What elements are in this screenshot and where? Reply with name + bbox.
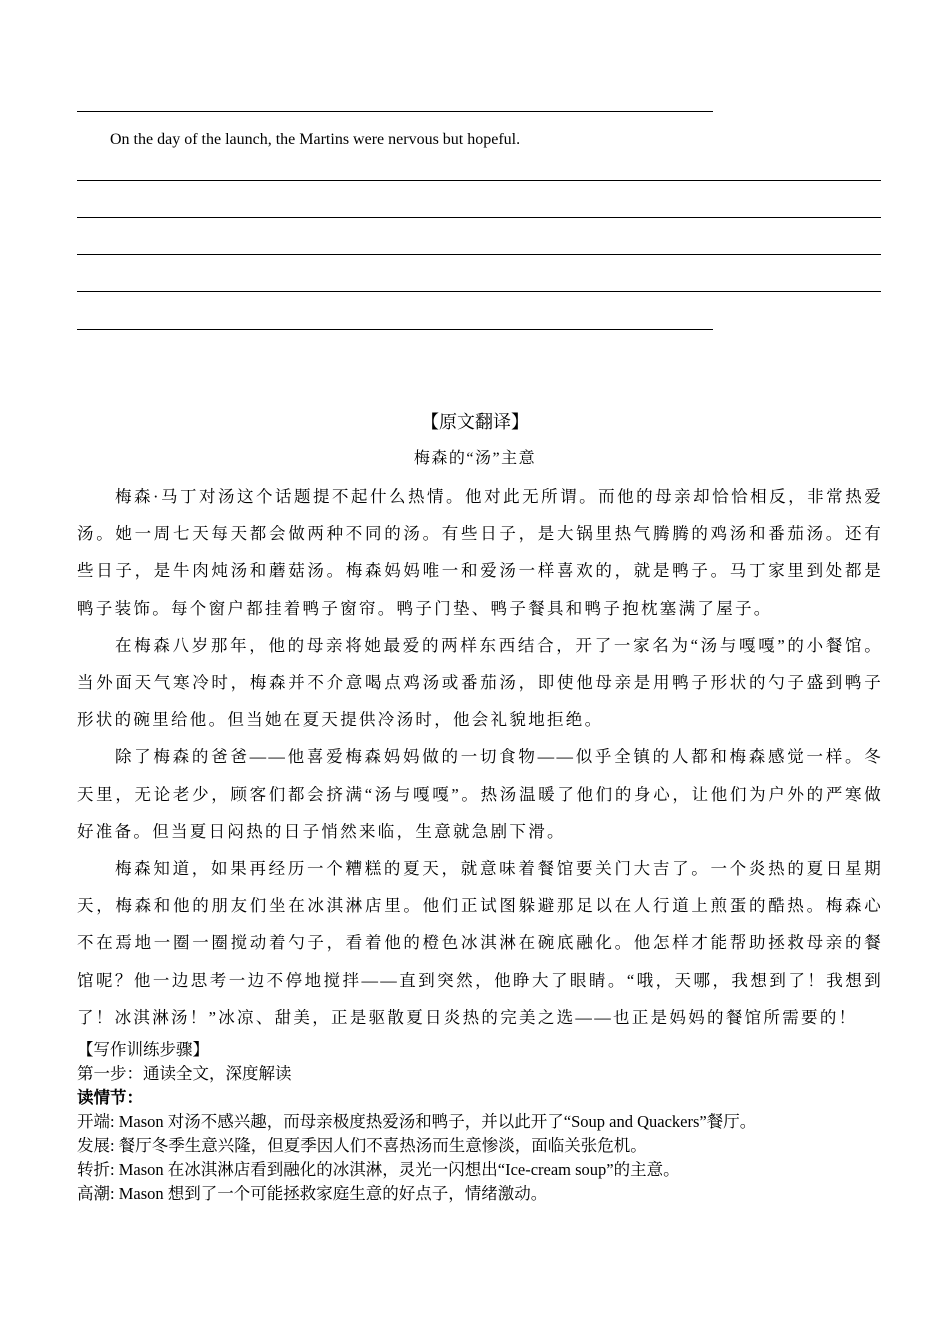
plot-item: 发展: 餐厅冬季生意兴隆，但夏季因人们不喜热汤而生意惨淡，面临关张危机。 — [77, 1136, 647, 1155]
translation-paragraph: 在梅森八岁那年，他的母亲将她最爱的两样东西结合，开了一家名为“汤与嘎嘎”的小餐馆。当外面天气寒冷时，梅森并不介意喝点鸡汤或番茄汤，即使他母亲是用鸭子形状的勺子盛到鸭子形状的碗里给他。但当她在夏天提供冷汤时，他会礼貌地拒绝。 — [77, 635, 883, 730]
story-title: 梅森的“汤”主意 — [413, 450, 537, 467]
answer-line[interactable] — [77, 291, 881, 292]
answer-line[interactable] — [77, 111, 713, 112]
answer-line[interactable] — [77, 254, 881, 255]
translation-heading: 【原文翻译】 — [421, 412, 529, 432]
prompt-sentence: On the day of the launch, the Martins were nervous but hopeful. — [110, 131, 521, 148]
answer-line[interactable] — [77, 180, 881, 181]
translation-body — [77, 478, 883, 1036]
translation-paragraph: 除了梅森的爸爸——他喜爱梅森妈妈做的一切食物——似乎全镇的人都和梅森感觉一样。冬天里，无论老少，顾客们都会挤满“汤与嘎嘎”。热汤温暖了他们的身心，让他们为户外的严寒做好准备。但当夏日闷热的日子悄然来临，生意就急剧下滑。 — [77, 747, 883, 841]
writing-steps — [77, 1038, 883, 1206]
answer-line[interactable] — [77, 217, 881, 218]
answer-line[interactable] — [77, 329, 713, 330]
translation-paragraph: 梅森·马丁对汤这个话题提不起什么热情。他对此无所谓。而他的母亲却恰恰相反，非常热爱汤。她一周七天每天都会做两种不同的汤。有些日子，是大锅里热气腾腾的鸡汤和番茄汤。还有些日子，是牛肉炖汤和蘑菇汤。梅森妈妈唯一和爱汤一样喜欢的，就是鸭子。马丁家里到处都是鸭子装饰。每个窗户都挂着鸭子窗帘。鸭子门垫、鸭子餐具和鸭子抱枕塞满了屋子。 — [77, 487, 883, 618]
translation-paragraph: 梅森知道，如果再经历一个糟糕的夏天，就意味着餐馆要关门大吉了。一个炎热的夏日星期天，梅森和他的朋友们坐在冰淇淋店里。他们正试图躲避那足以在人行道上煎蛋的酷热。梅森心不在焉地一圈一圈搅动着勺子，看着他的橙色冰淇淋在碗底融化。他怎样才能帮助拯救母亲的餐馆呢？他一边思考一边不停地搅拌——直到突然，他睁大了眼睛。“哦，天哪，我想到了！我想到了！冰淇淋汤！”冰凉、甜美，正是驱散夏日炎热的完美之选——也正是妈妈的餐馆所需要的！ — [77, 859, 883, 1027]
plot-item: 转折: Mason 在冰淇淋店看到融化的冰淇淋，灵光一闪想出“Ice-cream soup”的主意。 — [77, 1160, 680, 1179]
plot-heading: 读情节： — [77, 1088, 143, 1107]
plot-item: 开端: Mason 对汤不感兴趣，而母亲极度热爱汤和鸭子，并以此开了“Soup and Quackers”餐厅。 — [77, 1112, 757, 1131]
step-one: 第一步：通读全文，深度解读 — [77, 1064, 292, 1083]
plot-item: 高潮: Mason 想到了一个可能拯救家庭生意的好点子，情绪激动。 — [77, 1184, 548, 1203]
steps-heading: 【写作训练步骤】 — [77, 1040, 209, 1059]
